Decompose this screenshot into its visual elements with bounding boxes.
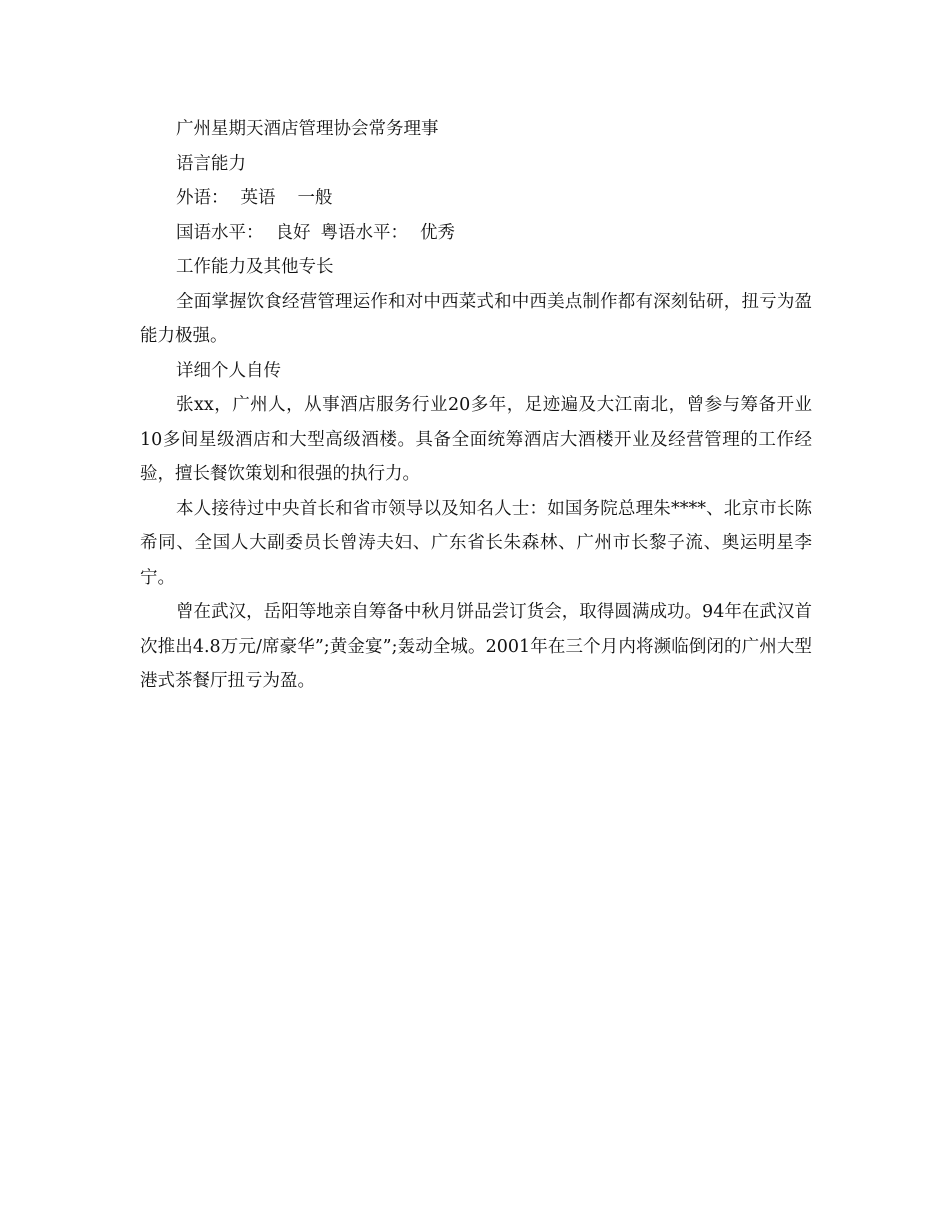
skills-heading: 工作能力及其他专长 [176,257,334,277]
cantonese-value: 优秀 [420,222,455,243]
bio-paragraph-3: 曾在武汉，岳阳等地亲自筹备中秋月饼品尝订货会，取得圆满成功。94年在武汉首次推出4.8万元/席豪华”;黄金宴”;轰动全城。2001年在三个月内将濒临倒闭的广州大型港式茶餐厅扭亏为盈。 [140,602,812,691]
foreign-language-label: 外语： [176,188,229,208]
bio-paragraph-1: 张xx，广州人，从事酒店服务行业20多年，足迹遍及大江南北，曾参与筹备开业10多间星级酒店和大型高级酒楼。具备全面统筹酒店大酒楼开业及经营管理的工作经验，擅长餐饮策划和很强的执行力。 [140,395,812,484]
bio-paragraph-2: 本人接待过中央首长和省市领导以及知名人士：如国务院总理朱****、北京市长陈希同、全国人大副委员长曾涛夫妇、广东省长朱森林、广州市长黎子流、奥运明星李宁。 [140,498,812,588]
dialect-line [140,216,812,251]
mandarin-label: 国语水平： [176,222,264,243]
foreign-language-level: 一般 [297,188,333,208]
bio-heading: 详细个人自传 [176,360,281,381]
mandarin-value: 良好 [275,222,311,243]
foreign-language-value: 英语 [240,188,276,208]
document-page [140,112,812,699]
org-role-line: 广州星期天酒店管理协会常务理事 [176,119,439,139]
cantonese-label: 粤语水平： [320,222,408,243]
language-heading: 语言能力 [176,153,246,174]
foreign-language-line [140,181,812,216]
skills-paragraph: 全面掌握饮食经营管理运作和对中西菜式和中西美点制作都有深刻钻研，扭亏为盈能力极强。 [140,291,812,346]
